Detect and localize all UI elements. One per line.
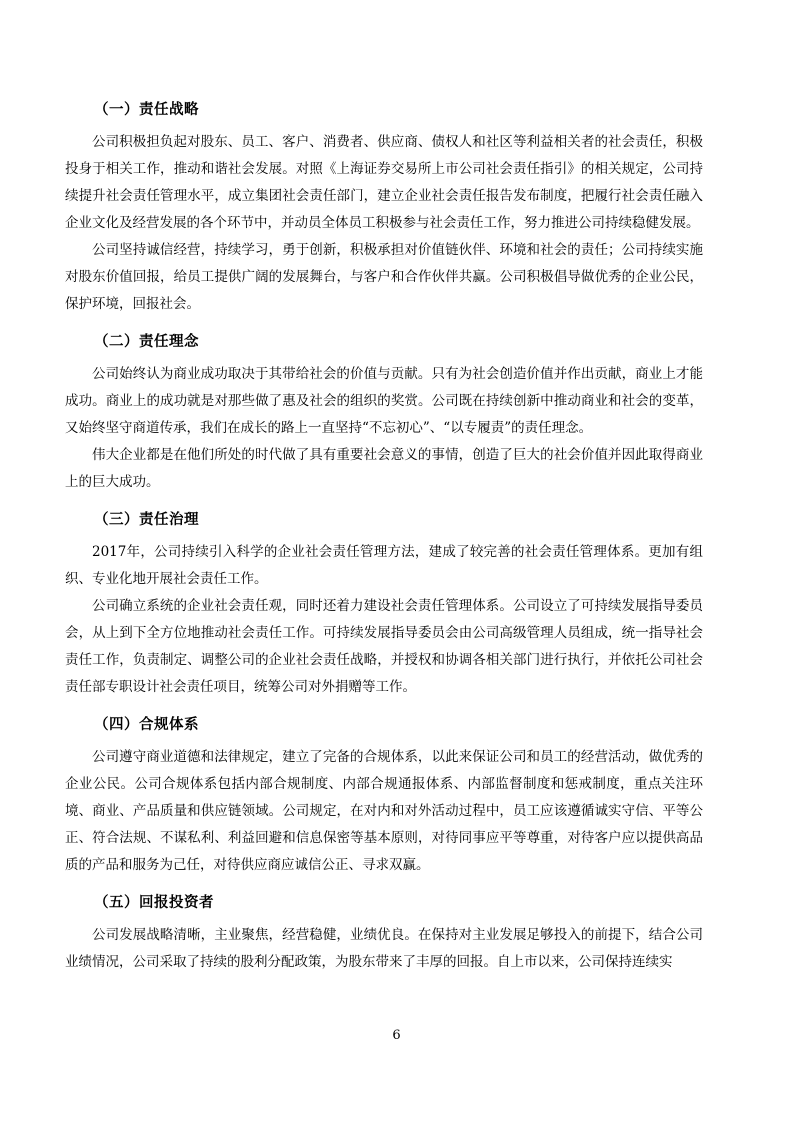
page-number: 6 [392, 1028, 401, 1043]
section-responsibility-philosophy [65, 328, 703, 496]
paragraph: 公司坚持诚信经营，持续学习，勇于创新，积极承担对价值链伙伴、环境和社会的责任；公司持续实施对股东价值回报，给员工提供广阔的发展舞台，与客户和合作伙伴共赢。公司积极倡导做优秀的企业公民，保护环境，回报社会。 [65, 242, 703, 312]
section-heading: （三）责任治理 [94, 511, 199, 528]
section-investor-returns [65, 889, 703, 976]
paragraph: 公司发展战略清晰，主业聚焦，经营稳健，业绩优良。在保持对主业发展足够投入的前提下，结合公司业绩情况，公司采取了持续的股利分配政策，为股东带来了丰厚的回报。自上市以来，公司保持连续实 [65, 927, 703, 970]
section-heading: （一）责任战略 [94, 101, 199, 118]
paragraph: 2017年，公司持续引入科学的企业社会责任管理方法，建成了较完善的社会责任管理体系。更加有组织、专业化地开展社会责任工作。 [65, 544, 703, 587]
paragraph: 公司积极担负起对股东、员工、客户、消费者、供应商、债权人和社区等利益相关者的社会责任，积极投身于相关工作，推动和谐社会发展。对照《上海证券交易所上市公司社会责任指引》的相关规定，公司持续提升社会责任管理水平，成立集团社会责任部门，建立企业社会责任报告发布制度，把履行社会责任融入企业文化及经营发展的各个环节中，并动员全体员工积极参与社会责任工作，努力推进公司持续稳健发展。 [65, 134, 703, 231]
paragraph: 公司遵守商业道德和法律规定，建立了完备的合规体系，以此来保证公司和员工的经营活动，做优秀的企业公民。公司合规体系包括内部合规制度、内部合规通报体系、内部监督制度和惩戒制度，重点关注环境、商业、产品质量和供应链领域。公司规定，在对内和对外活动过程中，员工应该遵循诚实守信、平等公正、符合法规、不谋私利、利益回避和信息保密等基本原则，对待同事应平等尊重，对待客户应以提供高品质的产品和服务为己任，对待供应商应诚信公正、寻求双赢。 [65, 749, 703, 873]
section-heading: （二）责任理念 [94, 333, 199, 350]
section-heading: （五）回报投资者 [94, 894, 214, 911]
paragraph: 公司确立系统的企业社会责任观，同时还着力建设社会责任管理体系。公司设立了可持续发展指导委员会，从上到下全方位地推动社会责任工作。可持续发展指导委员会由公司高级管理人员组成，统一指导社会责任工作，负责制定、调整公司的企业社会责任战略，并授权和协调各相关部门进行执行，并依托公司社会责任部专职设计社会责任项目，统筹公司对外捐赠等工作。 [65, 598, 703, 695]
section-responsibility-governance [65, 506, 703, 701]
section-responsibility-strategy [65, 96, 703, 318]
section-compliance-system [65, 711, 703, 879]
section-heading: （四）合规体系 [94, 716, 199, 733]
document-content [65, 96, 703, 976]
paragraph: 公司始终认为商业成功取决于其带给社会的价值与贡献。只有为社会创造价值并作出贡献，商业上才能成功。商业上的成功就是对那些做了惠及社会的组织的奖赏。公司既在持续创新中推动商业和社会的变革，又始终坚守商道传承，我们在成长的路上一直坚持“不忘初心”、“以专履责”的责任理念。 [65, 366, 703, 436]
paragraph: 伟大企业都是在他们所处的时代做了具有重要社会意义的事情，创造了巨大的社会价值并因此取得商业上的巨大成功。 [65, 447, 703, 490]
